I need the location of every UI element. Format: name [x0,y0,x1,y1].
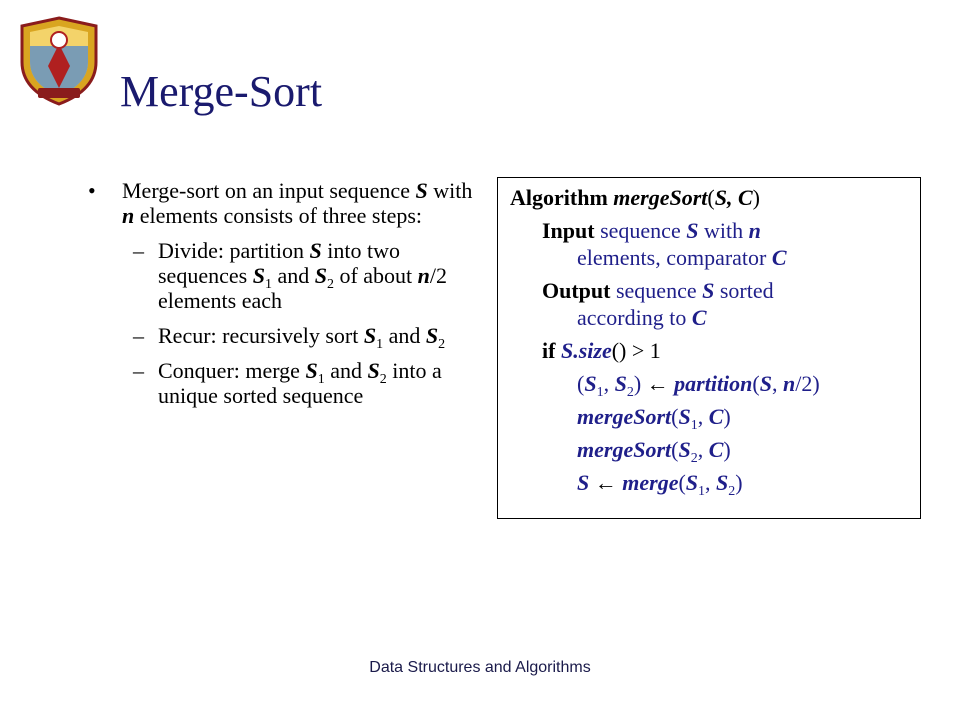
text-fragment: ) [723,437,731,462]
subscript: 1 [264,277,272,292]
step-recur-text [158,323,480,352]
text-fragment: ( [678,470,686,495]
subscript: 1 [690,418,698,433]
var-c: C [708,404,724,429]
recurse-right-line [577,436,920,466]
subscript: 2 [438,337,446,352]
text-fragment: ) [735,470,743,495]
if-line [542,337,920,364]
subscript: 2 [690,451,698,466]
function-name: mergeSort [613,185,708,210]
slide-title: Merge-Sort [120,67,323,116]
text-fragment: and [383,323,426,348]
var-s: S [560,338,574,363]
text-fragment: ( [707,185,715,210]
text-fragment: sequence [610,278,703,303]
text-fragment: Divide: partition [158,238,310,263]
text-fragment: with [698,218,749,243]
var-s2: S [314,263,327,288]
method-size: .size [573,338,612,363]
text-fragment: , [697,404,709,429]
text-fragment: ) [723,404,731,429]
var-s: S [577,470,590,495]
subscript: 2 [728,484,736,499]
dash-mark: – [133,323,144,348]
dash-mark: – [133,358,144,383]
text-fragment: according to [577,305,692,330]
var-s1: S [305,358,318,383]
main-bullet-text [122,178,480,228]
text-fragment: and [271,263,315,288]
text-fragment: with [427,178,473,203]
step-divide [133,238,480,313]
step-conquer-text [158,358,480,408]
text-fragment: Merge-sort on an input sequence [122,178,416,203]
var-n: n [748,218,761,243]
keyword-algorithm: Algorithm [510,185,608,210]
input-line-cont [577,244,920,271]
var-n: n [417,263,430,288]
text-fragment: , [603,371,615,396]
slide-footer: Data Structures and Algorithms [369,659,591,676]
param-s: S, [714,185,733,210]
text-fragment: elements, comparator [577,245,772,270]
text-fragment: ( [671,404,679,429]
subscript: 2 [626,385,634,400]
step-divide-text [158,238,480,313]
var-c: C [771,245,787,270]
var-s1: S [584,371,597,396]
call-partition: partition [668,371,753,396]
var-s1: S [678,404,691,429]
recurse-left-line [577,403,920,433]
text-fragment: and [324,358,368,383]
var-s2: S [425,323,439,348]
main-bullet [88,178,480,228]
var-c: C [691,305,707,330]
text-fragment: sorted [714,278,774,303]
text-fragment: elements consists of three steps: [134,203,423,228]
param-c: C [732,185,753,210]
var-c: C [708,437,724,462]
partition-line [577,370,920,400]
var-s: S [686,218,699,243]
bullet-mark: • [88,178,96,203]
text-fragment: into a unique sorted sequence [158,358,442,408]
text-fragment: into two sequences [158,238,401,288]
subscript: 1 [317,372,325,387]
var-s1: S [363,323,377,348]
var-s: S [415,178,428,203]
var-s2: S [716,470,729,495]
text-fragment: Conquer: merge [158,358,306,383]
text-fragment: of about [333,263,418,288]
text-fragment: , [697,437,709,462]
text-fragment: , [705,470,717,495]
text-fragment: ) [752,185,760,210]
assign-arrow-icon: ← [646,371,669,396]
var-n: n [782,371,796,396]
text-fragment: /2) [795,371,820,396]
subscript: 1 [698,484,706,499]
var-s2: S [367,358,380,383]
assign-arrow-icon: ← [589,470,623,495]
call-mergesort: mergeSort [577,404,672,429]
step-recur [133,323,480,352]
algorithm-box [497,177,921,519]
output-line-cont [577,304,920,331]
call-merge: merge [622,470,679,495]
keyword-output: Output [542,278,611,303]
var-s: S [759,371,772,396]
text-fragment: sequence [594,218,687,243]
text-fragment: , [771,371,783,396]
subscript: 2 [326,277,334,292]
keyword-input: Input [542,218,595,243]
text-fragment: ( [752,371,760,396]
step-conquer [133,358,480,408]
var-s1: S [685,470,699,495]
call-mergesort: mergeSort [577,437,672,462]
output-line [542,277,920,304]
text-fragment: () > 1 [611,338,661,363]
keyword-if: if [542,338,556,363]
var-s2: S [614,371,627,396]
step-list [133,238,480,408]
subscript: 2 [379,372,387,387]
text-fragment: Recur: recursively sort [158,323,364,348]
var-s: S [309,238,322,263]
input-line [542,217,920,244]
text-fragment: /2 elements each [158,263,448,313]
subscript: 1 [376,337,384,352]
merge-line [577,469,920,499]
var-s1: S [252,263,265,288]
institute-emblem-icon [16,16,102,106]
dash-mark: – [133,238,144,263]
text-fragment: ( [577,371,585,396]
subscript: 1 [596,385,604,400]
text-fragment: ( [671,437,679,462]
var-s2: S [678,437,691,462]
var-n: n [122,203,135,228]
algorithm-signature [510,184,920,211]
text-fragment: ) [633,371,647,396]
description-list [88,178,480,418]
var-s: S [702,278,715,303]
